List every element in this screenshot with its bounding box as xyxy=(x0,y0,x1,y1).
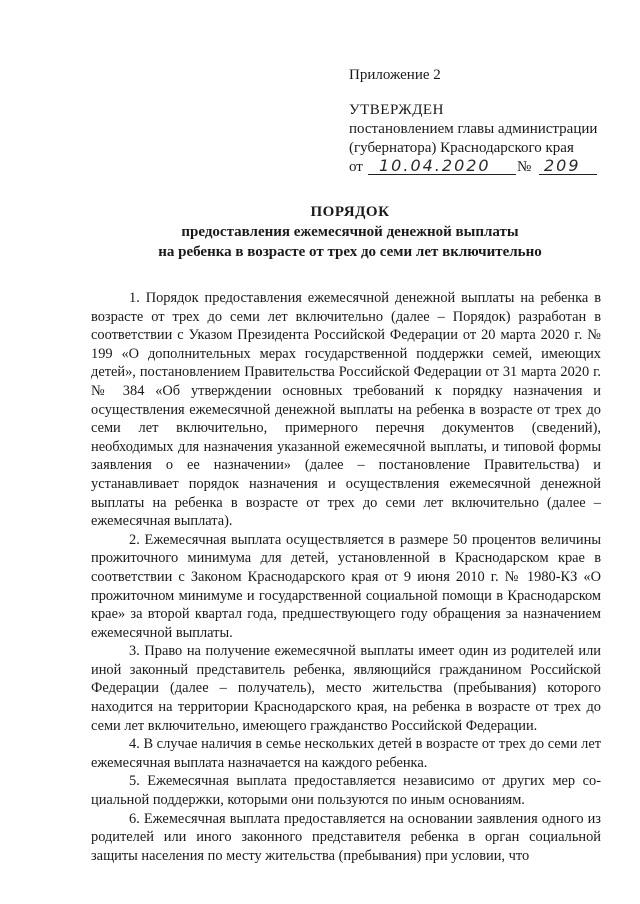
paragraph-5: 5. Ежемесячная выплата предоставляется независимо от других мер социальной поддержки, которыми они пользуются по иным основаниям. xyxy=(91,773,601,809)
document-title xyxy=(40,202,640,262)
number-label: № xyxy=(517,159,532,175)
date-number-row xyxy=(349,158,619,180)
approved-heading: УТВЕРЖДЕН xyxy=(349,102,444,118)
paragraph-2: 2. Ежемесячная выплата осуществляется в размере 50 процентов величины прожиточного минимума для детей, установленной в Краснодарском крае в соответствии с Законом Краснодарского края от 9 июня 2010 г. № 1980-КЗ «О прожиточном минимуме и государственной социальной помощи в Краснодарском крае» за второй квартал года, предшествующего году обращения за назначением ежемесячной выплаты. xyxy=(91,531,601,641)
paragraph-6: 6. Ежемесячная выплата предоставляется на основании заявления одного из родителей или иного законного представителя ребенка в орган социальной защиты населения по месту жительства (пребывания) при условии, что xyxy=(91,810,601,864)
paragraph-3: 3. Право на получение ежемесячной выплаты имеет один из родителей или иной законный представитель ребенка, являющийся гражданином Российской Федерации (далее – получатель), место жительства (пребывания) которого находится на территории Краснодарского края, на ребенка в возрасте от трех до семи лет включительно, имеющего гражданство Российской Федерации. xyxy=(91,643,601,734)
document-body xyxy=(91,289,601,865)
from-label: от xyxy=(349,159,363,175)
paragraph-4: 4. В случае наличия в семье нескольких детей в возрасте от трех до семи лет ежемесячная выплата назначается на каждого ребенка. xyxy=(91,736,601,771)
title-subtitle-1: предоставления ежемесячной денежной выплаты xyxy=(181,224,519,240)
approval-line-1: постановлением главы администрации xyxy=(349,121,598,137)
title-subtitle-2: на ребенка в возрасте от трех до семи лет включительно xyxy=(158,244,542,260)
title-heading: ПОРЯДОК xyxy=(310,204,390,220)
handwritten-number: 209 xyxy=(544,156,581,175)
paragraph-1: 1. Порядок предоставления ежемесячной денежной выплаты на ребенка в возрасте от трех до семи лет включительно (далее – Порядок) разработан в соответствии с Указом Президента Российской Федерации от 20 марта 2020 г. № 199 «О дополнительных мерах государственной поддержки семей, имеющих детей», постановлением Правительства Российской Федерации от 31 марта 2020 г. № 384 «Об утверждении основных требований к порядку назначения и осуществления ежемесячной денежной выплаты на ребенка в возрасте от трех до семи лет включительно, примерного перечня документов (сведений), необходимых для назначения указанной ежемесячной выплаты, и типовой формы заявления о ее назначении» (далее – постановление Правительства) и устанавливает порядок назначения и осуществления ежемесячной денежной выплаты на ребенка в возрасте от трех до семи лет включительно (далее – ежемесячная выплата). xyxy=(91,290,601,530)
handwritten-date: 10.04.2020 xyxy=(379,156,491,175)
approval-block xyxy=(349,66,619,180)
annex-label: Приложение 2 xyxy=(349,67,441,83)
approval-line-2: (губернатора) Краснодарского края xyxy=(349,140,574,156)
